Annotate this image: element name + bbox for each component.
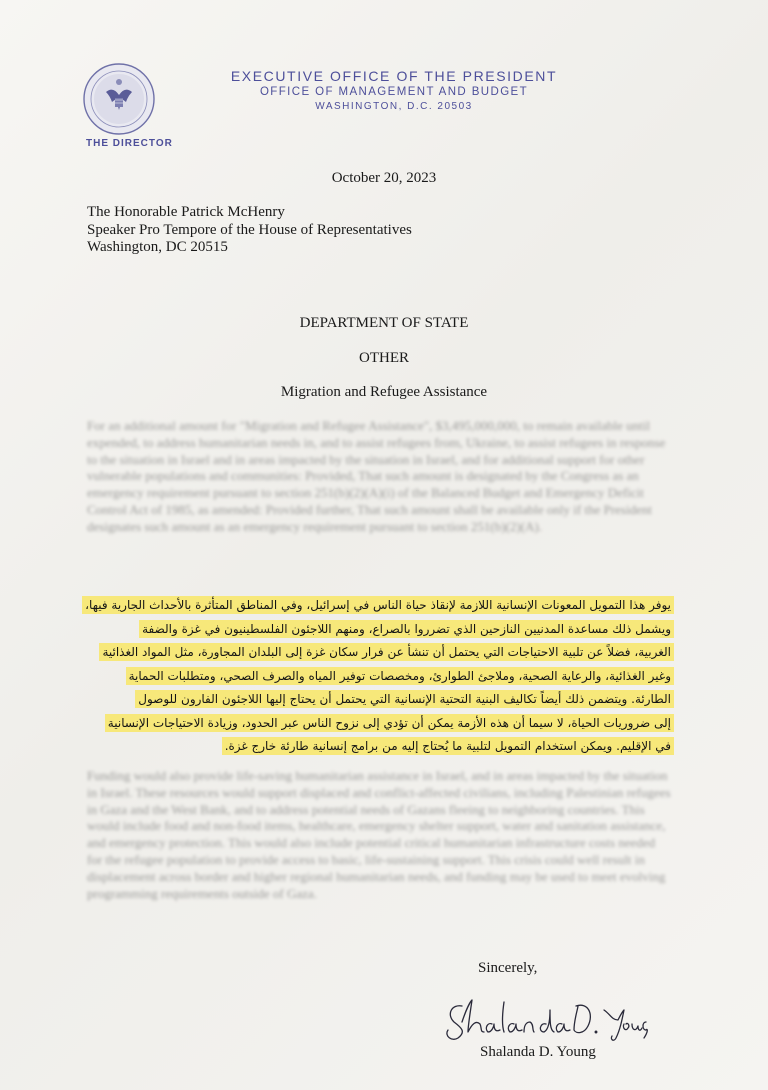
- addressee-name: The Honorable Patrick McHenry: [87, 204, 285, 220]
- arabic-line: [84, 665, 674, 689]
- letter-date: October 20, 2023: [331, 170, 437, 186]
- highlighted-text: الغربية، فضلاً عن تلبية الاحتياجات التي يحتمل أن تنشأ عن فرار سكان غزة إلى البلدان المجاورة، مثل المواد الغذائية: [99, 643, 674, 661]
- arabic-line: [84, 712, 674, 736]
- category-heading: OTHER: [359, 350, 409, 366]
- highlighted-text: ويشمل ذلك مساعدة المدنيين النازحين الذي تضرروا بالصراع، ومنهم اللاجئون الفلسطينيون في غزة والضفة: [139, 620, 674, 638]
- account-heading: Migration and Refugee Assistance: [280, 384, 488, 400]
- highlighted-text: يوفر هذا التمويل المعونات الإنسانية اللازمة لإنقاذ حياة الناس في إسرائيل، وفي المناطق المتأثرة بالأحداث الجارية فيها،: [82, 596, 674, 614]
- seal-label: THE DIRECTOR: [86, 138, 173, 149]
- letterhead: [194, 68, 594, 112]
- arabic-highlighted-paragraph: [84, 594, 674, 759]
- addressee-title: Speaker Pro Tempore of the House of Representatives: [87, 221, 412, 238]
- addressee-city: Washington, DC 20515: [87, 239, 228, 255]
- presidential-seal-icon: [82, 62, 156, 136]
- highlighted-text: في الإقليم. ويمكن استخدام التمويل لتلبية ما يُحتاج إليه من برامج إنسانية طارئة خارج غزة.: [222, 737, 674, 755]
- department-heading: DEPARTMENT OF STATE: [299, 315, 469, 331]
- letterhead-line-1: EXECUTIVE OFFICE OF THE PRESIDENT: [230, 68, 558, 84]
- arabic-line: [84, 688, 674, 712]
- arabic-line: [84, 735, 674, 759]
- blurred-paragraph-1: For an additional amount for "Migration and Refugee Assistance", $3,495,000,000, to remain available until expended, to address humanitarian needs in, and to assist refugees from, Ukraine, to assist refugees in response to the situation in Israel and in areas impacted by the situation in Israel, and for additional support for other vulnerable populations and communities: Provided, That such amount is designated by the Congress as an emergency requirement pursuant to section 251(b)(2)(A)(i) of the Balanced Budget and Emergency Deficit Control Act of 1985, as amended: Provided further, That such amount shall be available only if the President designates such amount as an emergency requirement pursuant to section 251(b)(2)(A).: [87, 418, 666, 534]
- signer-name: Shalanda D. Young: [480, 1044, 596, 1060]
- letterhead-line-3: WASHINGTON, D.C. 20503: [315, 101, 473, 112]
- arabic-line: [84, 641, 674, 665]
- arabic-line: [84, 594, 674, 618]
- signature-image: [440, 992, 650, 1044]
- letterhead-line-2: OFFICE OF MANAGEMENT AND BUDGET: [259, 86, 529, 98]
- highlighted-text: وغير الغذائية، والرعاية الصحية، وملاجئ الطوارئ، ومخصصات توفير المياه والصرف الصحي، ومتطلبات الحماية: [126, 667, 674, 685]
- arabic-line: [84, 618, 674, 642]
- addressee-block: [87, 204, 412, 257]
- closing: Sincerely,: [478, 960, 538, 976]
- blurred-paragraph-2: Funding would also provide life-saving humanitarian assistance in Israel, and in areas impacted by the situation in Israel. These resources would support displaced and conflict-affected civilians, including Palestinian refugees in Gaza and the West Bank, and to address potential needs of Gazans fleeing to neighboring countries. This would include food and non-food items, healthcare, emergency shelter support, water and sanitation assistance, and emergency protection. This would also include potential critical humanitarian infrastructure costs needed for the refugee population to provide access to basic, life-sustaining support. This crisis could well result in displacement across border and higher regional humanitarian needs, and funding may be used to meet evolving programming requirements outside of Gaza.: [87, 768, 671, 901]
- highlighted-text: الطارئة. ويتضمن ذلك أيضاً تكاليف البنية التحتية الإنسانية التي يحتمل أن يحتاج إليها اللاجئون الفارون للوصول: [135, 690, 674, 708]
- highlighted-text: إلى ضروريات الحياة، لا سيما أن هذه الأزمة يمكن أن تؤدي إلى نزوح الناس عبر الحدود، وزيادة الاحتياجات الإنسانية: [105, 714, 674, 732]
